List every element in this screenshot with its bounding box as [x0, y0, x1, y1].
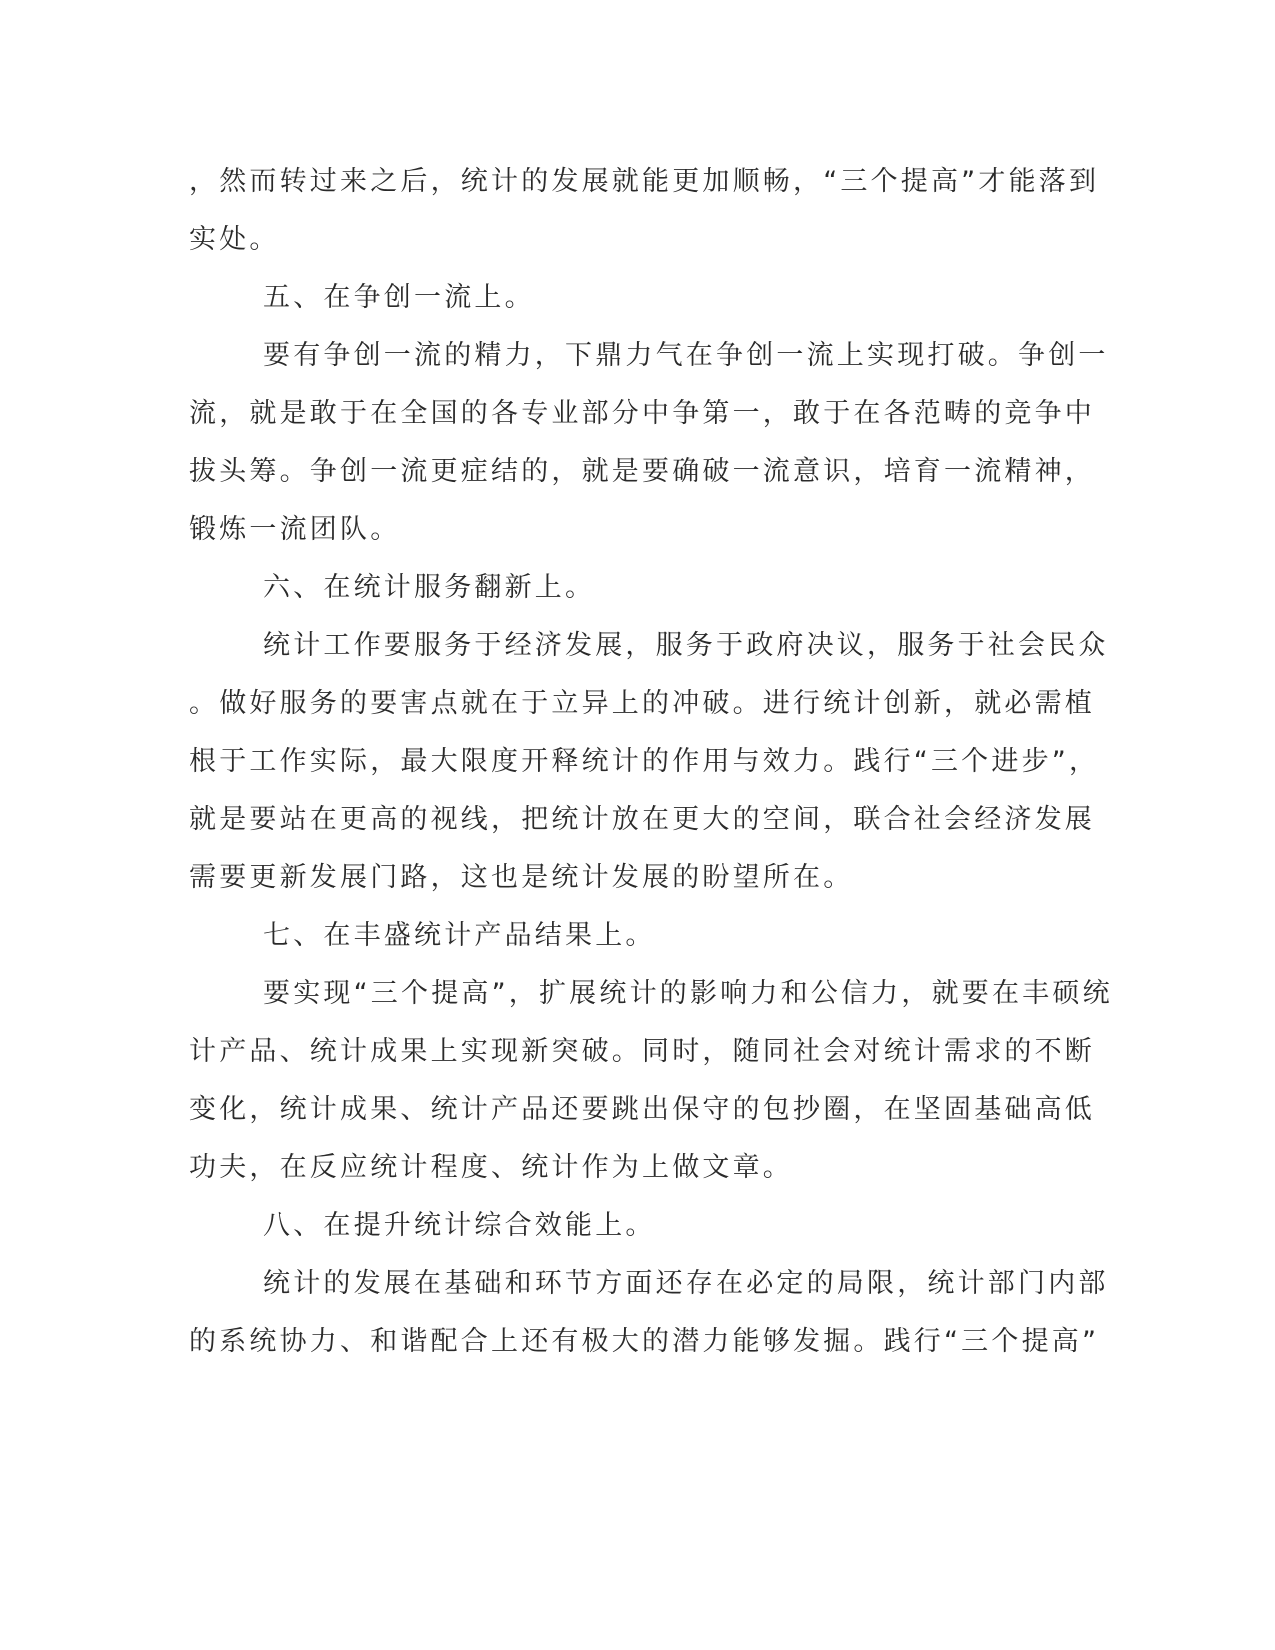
section-heading-5: 五、在争创一流上。: [263, 282, 535, 313]
paragraph-line: 拔头筹。争创一流更症结的，就是要确破一流意识，培育一流精神，: [189, 456, 1095, 487]
paragraph-line: 统计工作要服务于经济发展，服务于政府决议，服务于社会民众: [263, 630, 1109, 661]
paragraph-line: 根于工作实际，最大限度开释统计的作用与效力。践行“三个进步”，: [189, 746, 1100, 777]
paragraph-line: 功夫，在反应统计程度、统计作为上做文章。: [189, 1152, 793, 1183]
paragraph-line: 需要更新发展门路，这也是统计发展的盼望所在。: [189, 862, 854, 893]
paragraph-line: 统计的发展在基础和环节方面还存在必定的局限，统计部门内部: [263, 1268, 1109, 1299]
paragraph-line: 计产品、统计成果上实现新突破。同时，随同社会对统计需求的不断: [189, 1036, 1095, 1067]
paragraph-line: ，然而转过来之后，统计的发展就能更加顺畅，“三个提高”才能落到: [189, 166, 1100, 197]
paragraph-line: 变化，统计成果、统计产品还要跳出保守的包抄圈，在坚固基础高低: [189, 1094, 1095, 1125]
section-heading-8: 八、在提升统计综合效能上。: [263, 1210, 656, 1241]
paragraph-line: 的系统协力、和谐配合上还有极大的潜力能够发掘。践行“三个提高”: [189, 1326, 1100, 1357]
paragraph-line: 实处。: [189, 224, 280, 255]
section-heading-6: 六、在统计服务翻新上。: [263, 572, 596, 603]
paragraph-line: 流，就是敢于在全国的各专业部分中争第一，敢于在各范畴的竞争中: [189, 398, 1095, 429]
paragraph-line: 就是要站在更高的视线，把统计放在更大的空间，联合社会经济发展: [189, 804, 1095, 835]
paragraph-line: 要有争创一流的精力，下鼎力气在争创一流上实现打破。争创一: [263, 340, 1109, 371]
paragraph-line: 锻炼一流团队。: [189, 514, 401, 545]
section-heading-7: 七、在丰盛统计产品结果上。: [263, 920, 656, 951]
paragraph-line: 。做好服务的要害点就在于立异上的冲破。进行统计创新，就必需植: [189, 688, 1095, 719]
paragraph-line: 要实现“三个提高”，扩展统计的影响力和公信力，就要在丰硕统: [263, 978, 1113, 1009]
